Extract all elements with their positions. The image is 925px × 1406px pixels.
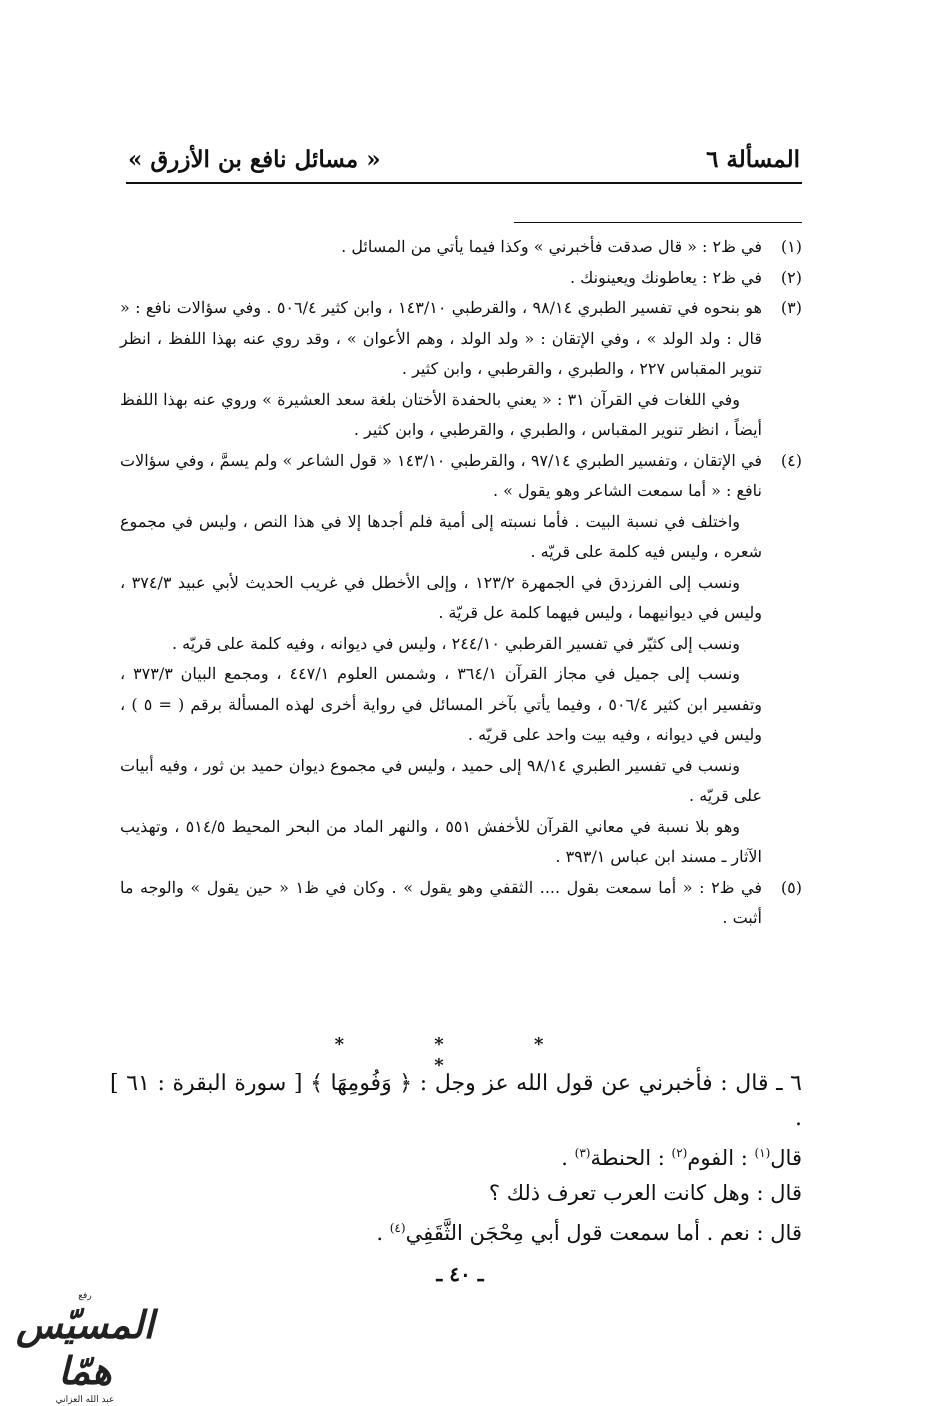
header-book-title: « مسائل نافع بن الأزرق » [128, 146, 381, 173]
header-rule [126, 182, 802, 184]
seal-subtitle: عبد الله العزاني [55, 1395, 115, 1405]
seal-top-text: رفع [78, 1291, 92, 1301]
footnote-text: ونسب إلى كثيّر في تفسير القرطبي ٢٤٤/١٠ ، وليس في ديوانه ، وفيه كلمة على قريّه . [171, 633, 740, 653]
page-number: ـ ٤٠ ـ [436, 1262, 484, 1286]
footnote-text: ونسب إلى الفرزدق في الجمهرة ١٢٣/٢ ، وإلى الأخطل في غريب الحديث لأبي عبيد ٣٧٤/٣ ، وليس في ديوانيهما ، وليس فيهما كلمة عل قريّة . [120, 572, 762, 622]
footnote-ref: (٣) [574, 1146, 591, 1160]
text-run: . [561, 1146, 575, 1170]
footnote-4 [120, 446, 802, 873]
text-run: : الفوم [687, 1146, 755, 1170]
footnote-number: (٤) [780, 450, 802, 470]
footnote-1 [120, 232, 802, 263]
footnote-number: (٥) [780, 877, 802, 897]
footnote-text: واختلف في نسبة البيت . فأما نسبته إلى أمية فلم أجدها إلا في هذا النص ، وليس في مجموع شعره ، وليس فيه كلمة على قريّه . [120, 511, 762, 561]
footnote-ref: (٢) [671, 1146, 688, 1160]
footnote-text: ونسب إلى جميل في مجاز القرآن ٣٦٤/١ ، وشمس العلوم ٤٤٧/١ ، ومجمع البيان ٣٧٣/٣ ، وتفسير ابن كثير ٥٠٦/٤ ، وفيما يأتي بآخر المسائل في رواية أخرى لهذه المسألة برقم ( = ٥ ) ، وليس في ديوانه ، وفيه بيت واحد على قريّه . [120, 664, 763, 744]
footnote-text: وهو بلا نسبة في معاني القرآن للأخفش ٥٥١ ، والنهر الماد من البحر المحيط ٥١٤/٥ ، وتهذيب الآثار ـ مسند ابن عباس ٣٩٣/١ . [120, 816, 762, 866]
footnote-ref: (٤) [389, 1221, 406, 1235]
answer-line-2: قال : وهل كانت العرب تعرف ذلك ؟ [488, 1181, 802, 1205]
running-header [128, 138, 800, 178]
footnote-5 [120, 873, 802, 934]
separator-stars: * * * * [334, 1034, 586, 1076]
text-run: قال [770, 1146, 802, 1170]
footnote-text: في ظ٢ : « قال صدقت فأخبرني » وكذا فيما يأتي من المسائل . [341, 237, 762, 256]
main-text [110, 1066, 802, 1251]
footnote-2 [120, 263, 802, 294]
footnote-ref: (١) [754, 1146, 771, 1160]
footnotes [120, 232, 802, 934]
text-run: : الحنطة [590, 1146, 672, 1170]
question-paragraph: ٦ ـ قال : فأخبرني عن قول الله عز وجل : ﴿ وَفُومِهَا ﴾ [ سورة البقرة : ٦١ ] . [110, 1071, 802, 1131]
footnote-number: (٢) [780, 267, 802, 287]
footnote-text: ونسب في تفسير الطبري ٩٨/١٤ إلى حميد ، وليس في مجموع ديوان حميد بن ثور ، وفيه أبيات على قريّه . [120, 755, 762, 805]
footnote-number: (١) [780, 237, 802, 256]
footnote-3 [120, 293, 802, 446]
footnote-text: في الإتقان ، وتفسير الطبري ٩٧/١٤ ، والقرطبي ١٤٣/١٠ « قول الشاعر » ولم يسمَّ ، وفي سؤالات نافع : « أما سمعت الشاعر وهو يقول » . [120, 450, 762, 500]
text-run: . [376, 1221, 390, 1245]
footnote-text: وفي اللغات في القرآن ٣١ : « يعني بالحفدة الأختان بلغة سعد العشيرة » وروي عنه بهذا اللفظ أيضاً ، انظر تنوير المقباس ، والطبري ، والقرطبي ، وابن كثير . [120, 389, 762, 439]
footnote-text: هو بنحوه في تفسير الطبري ٩٨/١٤ ، والقرطبي ١٤٣/١٠ ، وابن كثير ٥٠٦/٤ . وفي سؤالات نافع : « قال : ولد الولد » ، وفي الإتقان : « ولد الولد ، وهم الأعوان » ، وقد روي عنه بهذا اللفظ ، انظر تنوير المقباس ٢٢٧ ، والطبري ، والقرطبي ، وابن كثير . [120, 298, 762, 378]
answer-line-3 [110, 1211, 802, 1251]
footnote-text: في ظ٢ : يعاطونك ويعينونك . [569, 267, 762, 287]
text-run: قال : نعم . أما سمعت قول أبي مِحْجَن الثَّقَفِي [405, 1221, 802, 1245]
header-issue-number: المسألة ٦ [706, 146, 800, 173]
footnote-text: في ظ٢ : « أما سمعت بقول .... الثقفي وهو يقول » . وكان في ظ١ « حين يقول » والوجه ما أثبت . [120, 877, 762, 927]
seal-calligraphy: المسيّس همّا [16, 1302, 154, 1393]
library-seal [10, 1290, 160, 1405]
footnote-separator [514, 222, 802, 223]
footnote-number: (٣) [780, 298, 802, 317]
answer-line-1 [110, 1136, 802, 1176]
